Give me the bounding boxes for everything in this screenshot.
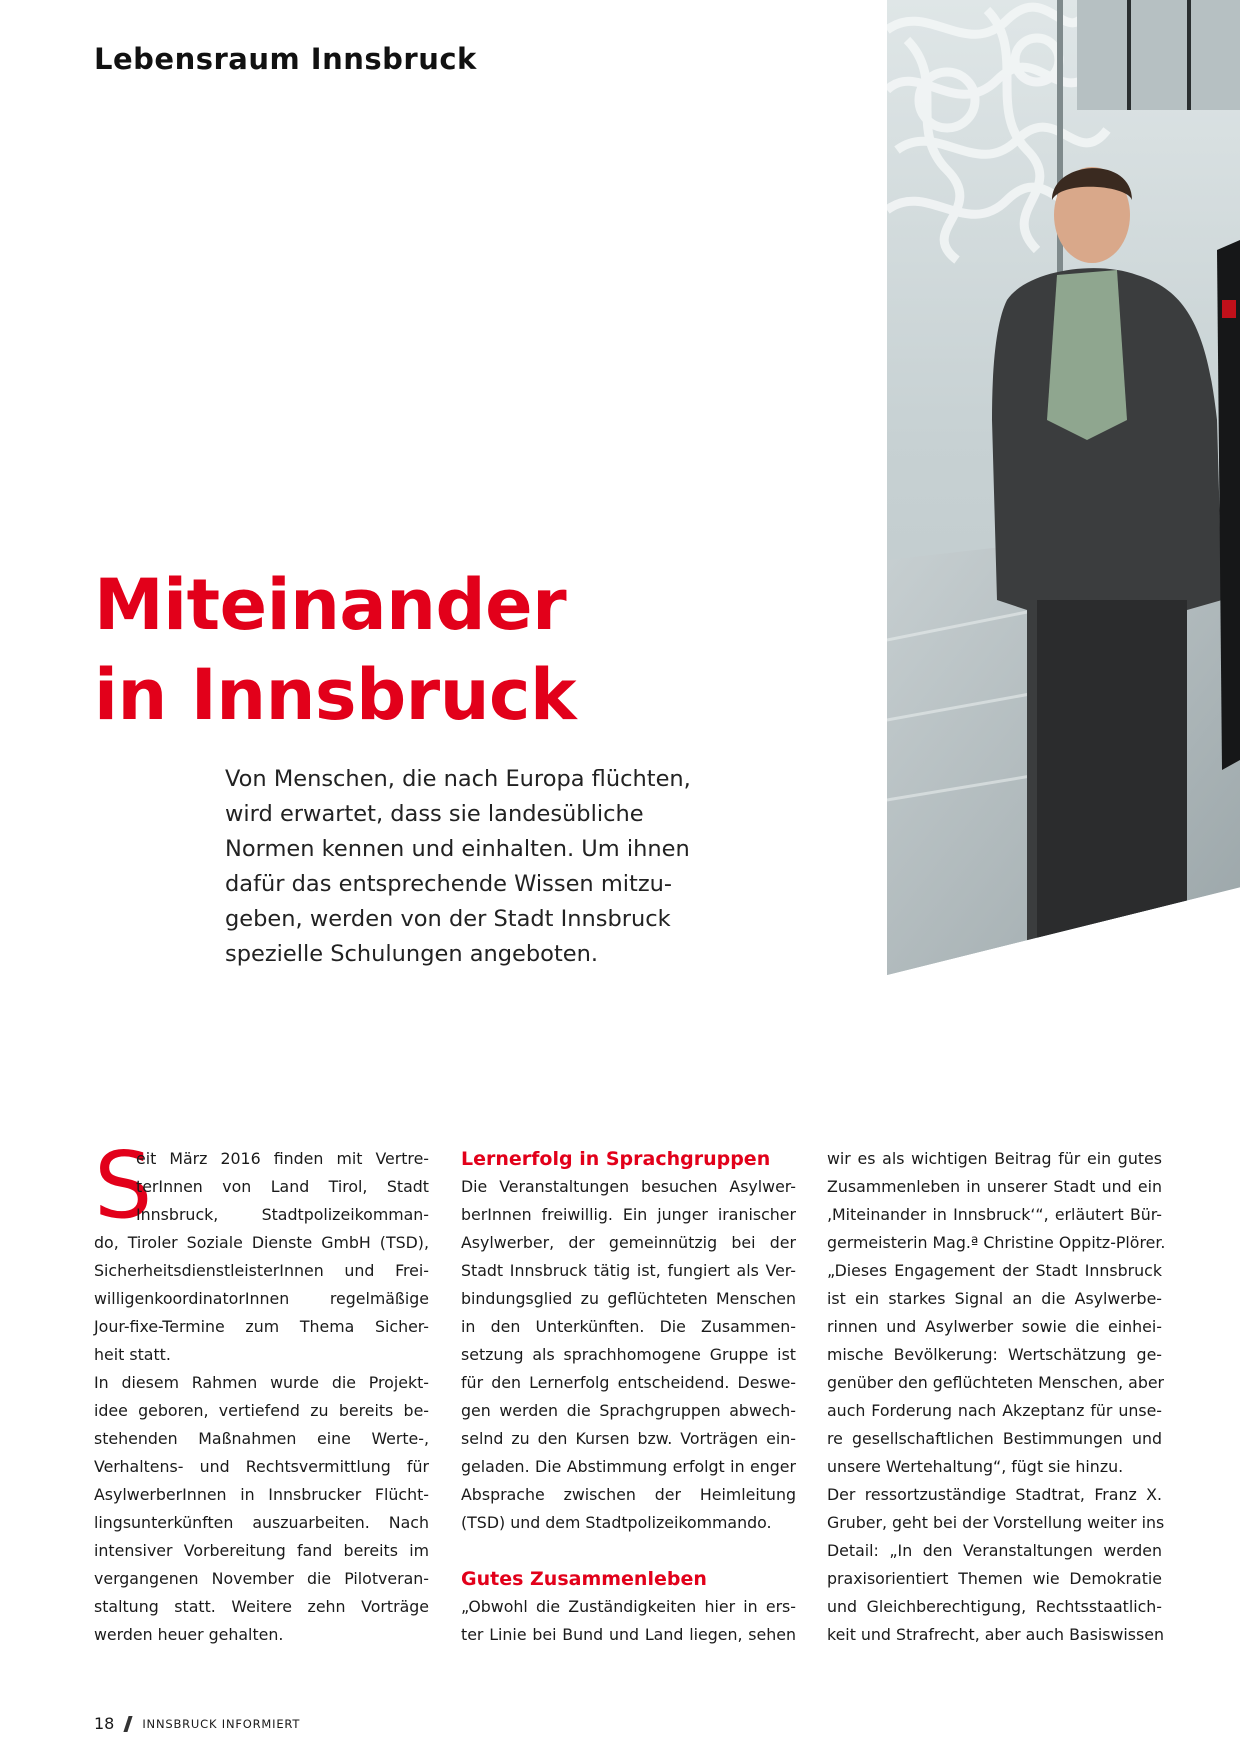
text-line: AsylwerberInnen in Innsbrucker Flücht- [94, 1485, 429, 1504]
text-line: vergangenen November die Pilotveran- [94, 1569, 429, 1588]
text-line: „Obwohl die Zuständigkeiten hier in ers- [461, 1597, 796, 1616]
article-column-1 [94, 1145, 429, 1649]
text-line: staltung statt. Weitere zehn Vorträge [94, 1597, 429, 1616]
article-column-2 [461, 1145, 796, 1649]
text-line: ‚Miteinander in Innsbruck‘“, erläutert Bür- [827, 1205, 1162, 1224]
headline-line-1: Miteinander [94, 564, 567, 646]
subheading-lernerfolg: Lernerfolg in Sprachgruppen [461, 1148, 771, 1170]
text-line: willigenkoordinatorInnen regelmäßige [94, 1289, 429, 1308]
text-line: geladen. Die Abstimmung erfolgt in enger [461, 1457, 796, 1476]
text-line: bindungsglied zu geflüchteten Menschen [461, 1289, 796, 1308]
text-line: terInnen von Land Tirol, Stadt [136, 1177, 429, 1196]
text-line: „Dieses Engagement der Stadt Innsbruck [827, 1261, 1162, 1280]
page-number: 18 [94, 1714, 115, 1733]
text-line: praxisorientiert Themen wie Demokratie [827, 1569, 1162, 1588]
lead-line: wird erwartet, dass sie landesübliche [225, 801, 644, 827]
text-line: werden heuer gehalten. [94, 1625, 284, 1644]
text-line: auch Forderung nach Akzeptanz für unse- [827, 1401, 1162, 1420]
paragraph-gap [461, 1537, 796, 1565]
publication-name: INNSBRUCK INFORMIERT [142, 1716, 301, 1731]
text-line: Jour-fixe-Termine zum Thema Sicher- [94, 1317, 429, 1336]
lead-line: Von Menschen, die nach Europa flüchten, [225, 766, 691, 792]
section-label: Lebensraum Innsbruck [94, 42, 477, 76]
text-line: wir es als wichtigen Beitrag für ein gutes [827, 1149, 1162, 1168]
text-line: in den Unterkünften. Die Zusammen- [461, 1317, 796, 1336]
text-line: eit März 2016 finden mit Vertre- [136, 1149, 429, 1168]
text-line: mische Bevölkerung: Wertschätzung ge- [827, 1345, 1162, 1364]
text-line: ist ein starkes Signal an die Asylwerbe- [827, 1289, 1162, 1308]
text-line: Absprache zwischen der Heimleitung [461, 1485, 796, 1504]
text-line: für den Lernerfolg entscheidend. Deswe- [461, 1373, 796, 1392]
headline [94, 560, 576, 740]
text-line: SicherheitsdienstleisterInnen und Frei- [94, 1261, 429, 1280]
text-line: idee geboren, vertiefend zu bereits be- [94, 1401, 429, 1420]
text-line: genüber den geflüchteten Menschen, aber [827, 1373, 1165, 1392]
text-line: Innsbruck, Stadtpolizeikomman- [136, 1205, 429, 1224]
page-footer [94, 1714, 300, 1733]
lead-paragraph [225, 762, 725, 972]
text-line: lingsunterkünften auszuarbeiten. Nach [94, 1513, 429, 1532]
text-line: rinnen und Asylwerber sowie die einhei- [827, 1317, 1162, 1336]
text-line: setzung als sprachhomogene Gruppe ist [461, 1345, 796, 1364]
lead-line: Normen kennen und einhalten. Um ihnen [225, 836, 690, 862]
lead-line: dafür das entsprechende Wissen mitzu- [225, 871, 673, 897]
text-line: Gruber, geht bei der Vorstellung weiter ins [827, 1513, 1165, 1532]
drop-cap: S [94, 1132, 153, 1239]
text-line: re gesellschaftlichen Bestimmungen und [827, 1429, 1162, 1448]
text-line: intensiver Vorbereitung fand bereits im [94, 1541, 429, 1560]
text-line: und Gleichberechtigung, Rechtsstaatlich- [827, 1597, 1162, 1616]
text-line: Die Veranstaltungen besuchen Asylwer- [461, 1177, 796, 1196]
text-line: germeisterin Mag.ª Christine Oppitz-Plörer. [827, 1233, 1166, 1252]
article-photo [887, 0, 1240, 975]
text-line: (TSD) und dem Stadtpolizeikommando. [461, 1513, 772, 1532]
text-line: Der ressortzuständige Stadtrat, Franz X. [827, 1485, 1162, 1504]
text-line: stehenden Maßnahmen eine Werte-, [94, 1429, 429, 1448]
text-line: keit und Strafrecht, aber auch Basiswissen [827, 1625, 1164, 1644]
text-line: do, Tiroler Soziale Dienste GmbH (TSD), [94, 1233, 429, 1252]
lead-line: geben, werden von der Stadt Innsbruck [225, 906, 671, 932]
text-line: Stadt Innsbruck tätig ist, fungiert als Ver- [461, 1261, 796, 1280]
lead-line: spezielle Schulungen angeboten. [225, 941, 599, 967]
text-line: Asylwerber, der gemeinnützig bei der [461, 1233, 796, 1252]
headline-line-2: in Innsbruck [94, 654, 577, 736]
text-line: ter Linie bei Bund und Land liegen, sehen [461, 1625, 796, 1644]
text-line: heit statt. [94, 1345, 171, 1364]
article-column-3 [827, 1145, 1166, 1649]
text-line: gen werden die Sprachgruppen abwech- [461, 1401, 796, 1420]
text-line: Detail: „In den Veranstaltungen werden [827, 1541, 1162, 1560]
subheading-zusammenleben: Gutes Zusammenleben [461, 1568, 707, 1590]
text-line: unsere Wertehaltung“, fügt sie hinzu. [827, 1457, 1124, 1476]
text-line: Verhaltens- und Rechtsvermittlung für [94, 1457, 429, 1476]
text-line: Zusammenleben in unserer Stadt und ein [827, 1177, 1162, 1196]
footer-slash-divider [124, 1716, 133, 1732]
text-line: In diesem Rahmen wurde die Projekt- [94, 1373, 429, 1392]
text-line: selnd zu den Kursen bzw. Vorträgen ein- [461, 1429, 796, 1448]
text-line: berInnen freiwillig. Ein junger iranischer [461, 1205, 796, 1224]
